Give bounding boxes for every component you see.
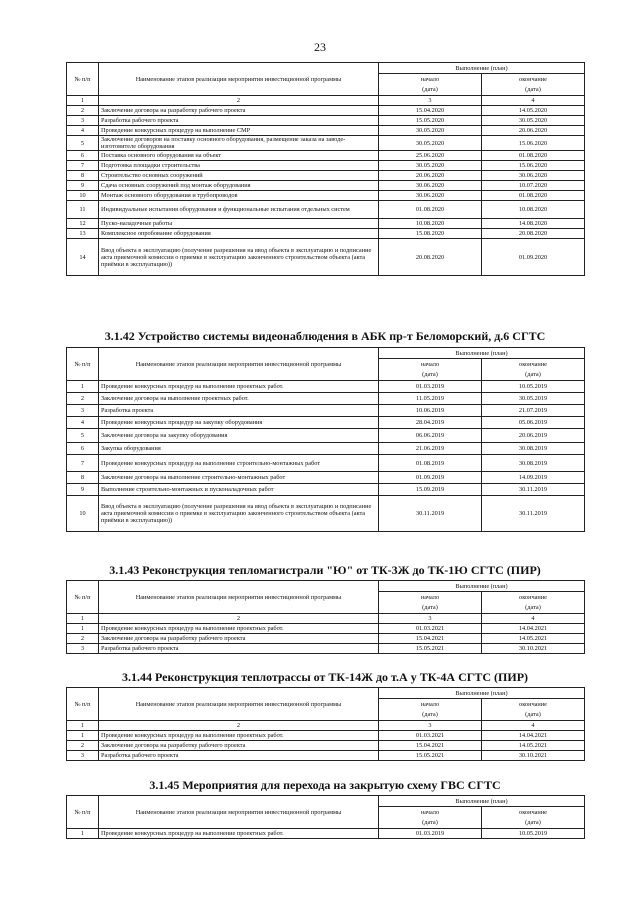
row-number: 2 [67, 393, 99, 405]
stage-name: Заключение договора на выполнение строительно-монтажных работ [99, 472, 379, 484]
row-number: 5 [67, 136, 99, 151]
row-number: 1 [67, 381, 99, 393]
row-number: 7 [67, 161, 99, 171]
header-row [67, 688, 585, 699]
stage-name: Проведение конкурсных процедур на выполнение проектных работ. [99, 624, 379, 634]
header-date: (дата) [379, 370, 482, 381]
column-index: 1 [67, 96, 99, 106]
stage-name: Ввод объекта в эксплуатацию (получение разрешения на ввод объекта в эксплуатацию и подписание акта приемочной комиссии о приемке в эксплуатацию законченного строительством объекта (акта приёмки в эксплуатацию)) [99, 496, 379, 532]
header-date: (дата) [379, 603, 482, 614]
end-date: 14.05.2021 [482, 741, 585, 751]
header-row [67, 63, 585, 74]
table-row [67, 741, 585, 751]
stage-name: Проведение конкурсных процедур на выполнение проектных работ. [99, 829, 379, 839]
header-num: № п/п [67, 688, 99, 721]
schedule-table [66, 795, 585, 839]
start-date: 30.05.2020 [379, 161, 482, 171]
header-exec: Выполнение (план) [379, 348, 585, 359]
row-number: 14 [67, 239, 99, 276]
section-3-1-45 [66, 778, 584, 839]
header-row [67, 348, 585, 359]
end-date: 01.08.2020 [482, 151, 585, 161]
end-date: 30.10.2021 [482, 751, 585, 761]
stage-name: Монтаж основного оборудования и трубопроводов [99, 191, 379, 201]
end-date: 14.05.2021 [482, 634, 585, 644]
table-row [67, 381, 585, 393]
header-date: (дата) [482, 370, 585, 381]
stage-name: Заключение договора на разработку рабочего проекта [99, 106, 379, 116]
row-number: 4 [67, 417, 99, 429]
start-date: 15.05.2021 [379, 644, 482, 654]
table-row [67, 126, 585, 136]
header-name: Наименование этапов реализации мероприятия инвестиционной программы [99, 581, 379, 614]
header-date: (дата) [482, 818, 585, 829]
row-number: 8 [67, 472, 99, 484]
table-row [67, 181, 585, 191]
row-number: 2 [67, 741, 99, 751]
start-date: 15.09.2019 [379, 484, 482, 496]
column-index-row [67, 721, 585, 731]
start-date: 30.05.2020 [379, 136, 482, 151]
end-date: 14.04.2021 [482, 624, 585, 634]
header-name: Наименование этапов реализации мероприятия инвестиционной программы [99, 688, 379, 721]
section-title: 3.1.42 Устройство системы видеонаблюдения в АБК пр-т Беломорский, д.6 СГТС [104, 329, 546, 343]
stage-name: Индивидуальные испытания оборудования и функциональные испытания отдельных систем [99, 201, 379, 219]
end-date: 20.06.2020 [482, 126, 585, 136]
header-start: начало [379, 359, 482, 370]
header-start: начало [379, 699, 482, 710]
table-row [67, 161, 585, 171]
row-number: 12 [67, 219, 99, 229]
stage-name: Заключение договора на разработку рабочего проекта [99, 634, 379, 644]
start-date: 20.06.2020 [379, 171, 482, 181]
header-date: (дата) [482, 603, 585, 614]
row-number: 5 [67, 429, 99, 443]
table-row [67, 417, 585, 429]
table-row [67, 472, 585, 484]
table-row [67, 455, 585, 472]
schedule-table [66, 687, 585, 761]
stage-name: Закупка оборудования [99, 443, 379, 455]
header-start: начало [379, 807, 482, 818]
header-num: № п/п [67, 581, 99, 614]
end-date: 01.08.2020 [482, 191, 585, 201]
table-block-continuation [66, 62, 584, 276]
start-date: 15.05.2021 [379, 751, 482, 761]
header-name: Наименование этапов реализации мероприятия инвестиционной программы [99, 63, 379, 96]
table-row [67, 171, 585, 181]
column-index: 3 [379, 721, 482, 731]
table-row [67, 136, 585, 151]
start-date: 30.05.2020 [379, 126, 482, 136]
column-index-row [67, 614, 585, 624]
stage-name: Сдача основных сооружений под монтаж оборудования [99, 181, 379, 191]
header-end: окончание [482, 592, 585, 603]
stage-name: Комплексное опробование оборудования [99, 229, 379, 239]
table-row [67, 106, 585, 116]
stage-name: Проведение конкурсных процедур на закупку оборудования [99, 417, 379, 429]
table-row [67, 496, 585, 532]
end-date: 01.09.2020 [482, 239, 585, 276]
section-title: 3.1.45 Мероприятия для перехода на закрытую схему ГВС СГТС [149, 778, 501, 792]
stage-name: Проведение конкурсных процедур на выполнение строительно-монтажных работ [99, 455, 379, 472]
start-date: 01.03.2021 [379, 731, 482, 741]
row-number: 9 [67, 484, 99, 496]
table-row [67, 829, 585, 839]
column-index: 2 [99, 721, 379, 731]
schedule-table [66, 347, 585, 532]
end-date: 30.08.2019 [482, 443, 585, 455]
table-row [67, 731, 585, 741]
table-row [67, 239, 585, 276]
stage-name: Поставка основного оборудования на объект [99, 151, 379, 161]
row-number: 6 [67, 443, 99, 455]
stage-name: Проведение конкурсных процедур на выполнение проектных работ. [99, 731, 379, 741]
row-number: 3 [67, 405, 99, 417]
start-date: 15.04.2020 [379, 106, 482, 116]
end-date: 10.05.2019 [482, 381, 585, 393]
end-date: 14.09.2019 [482, 472, 585, 484]
header-start: начало [379, 74, 482, 85]
start-date: 28.04.2019 [379, 417, 482, 429]
end-date: 15.06.2020 [482, 136, 585, 151]
end-date: 20.06.2019 [482, 429, 585, 443]
end-date: 05.06.2019 [482, 417, 585, 429]
end-date: 20.08.2020 [482, 229, 585, 239]
end-date: 10.05.2019 [482, 829, 585, 839]
start-date: 10.08.2020 [379, 219, 482, 229]
header-name: Наименование этапов реализации мероприятия инвестиционной программы [99, 348, 379, 381]
start-date: 01.03.2021 [379, 624, 482, 634]
header-date: (дата) [379, 818, 482, 829]
start-date: 20.08.2020 [379, 239, 482, 276]
end-date: 30.10.2021 [482, 644, 585, 654]
table-row [67, 151, 585, 161]
stage-name: Строительство основных сооружений [99, 171, 379, 181]
stage-name: Ввод объекта в эксплуатацию (получение разрешения на ввод объекта в эксплуатацию и подписание акта приемочной комиссии о приемке в эксплуатацию законченного строительством объекта (акта приёмки в эксплуатацию)) [99, 239, 379, 276]
end-date: 10.08.2020 [482, 201, 585, 219]
table-row [67, 393, 585, 405]
header-exec: Выполнение (план) [379, 581, 585, 592]
header-row [67, 796, 585, 807]
end-date: 30.05.2019 [482, 393, 585, 405]
header-name: Наименование этапов реализации мероприятия инвестиционной программы [99, 796, 379, 829]
start-date: 30.11.2019 [379, 496, 482, 532]
end-date: 30.05.2020 [482, 116, 585, 126]
header-row [67, 581, 585, 592]
header-num: № п/п [67, 796, 99, 829]
row-number: 11 [67, 201, 99, 219]
header-num: № п/п [67, 63, 99, 96]
header-end: окончание [482, 74, 585, 85]
column-index: 3 [379, 614, 482, 624]
header-end: окончание [482, 359, 585, 370]
row-number: 4 [67, 126, 99, 136]
end-date: 10.07.2020 [482, 181, 585, 191]
row-number: 3 [67, 644, 99, 654]
start-date: 01.08.2020 [379, 201, 482, 219]
column-index: 1 [67, 721, 99, 731]
start-date: 01.09.2019 [379, 472, 482, 484]
end-date: 30.06.2020 [482, 171, 585, 181]
header-end: окончание [482, 807, 585, 818]
header-exec: Выполнение (план) [379, 688, 585, 699]
section-3-1-42 [66, 329, 584, 532]
stage-name: Проведение конкурсных процедур на выполнение проектных работ. [99, 381, 379, 393]
table-row [67, 405, 585, 417]
table-row [67, 191, 585, 201]
stage-name: Заключение договоров на поставку основного оборудования, размещение заказа на заводе-изготовителе оборудования [99, 136, 379, 151]
stage-name: Разработка рабочего проекта [99, 644, 379, 654]
header-date: (дата) [379, 85, 482, 96]
stage-name: Проведение конкурсных процедур на выполнение СМР [99, 126, 379, 136]
schedule-table [66, 580, 585, 654]
table-row [67, 201, 585, 219]
stage-name: Заключение договора на выполнение проектных работ. [99, 393, 379, 405]
schedule-table [66, 62, 585, 276]
start-date: 15.04.2021 [379, 741, 482, 751]
stage-name: Пуско-наладочные работы [99, 219, 379, 229]
row-number: 7 [67, 455, 99, 472]
header-date: (дата) [482, 710, 585, 721]
column-index: 4 [482, 721, 585, 731]
row-number: 6 [67, 151, 99, 161]
start-date: 25.06.2020 [379, 151, 482, 161]
row-number: 1 [67, 829, 99, 839]
column-index: 1 [67, 614, 99, 624]
header-exec: Выполнение (план) [379, 63, 585, 74]
row-number: 2 [67, 634, 99, 644]
header-date: (дата) [482, 85, 585, 96]
end-date: 30.11.2019 [482, 484, 585, 496]
start-date: 15.05.2020 [379, 116, 482, 126]
table-row [67, 484, 585, 496]
end-date: 30.11.2019 [482, 496, 585, 532]
start-date: 30.06.2020 [379, 181, 482, 191]
header-num: № п/п [67, 348, 99, 381]
row-number: 2 [67, 106, 99, 116]
start-date: 15.04.2021 [379, 634, 482, 644]
start-date: 01.03.2019 [379, 381, 482, 393]
table-row [67, 429, 585, 443]
column-index: 2 [99, 96, 379, 106]
page-number: 23 [314, 40, 326, 54]
row-number: 10 [67, 496, 99, 532]
section-3-1-43 [66, 563, 584, 654]
header-exec: Выполнение (план) [379, 796, 585, 807]
header-end: окончание [482, 699, 585, 710]
section-3-1-44 [66, 670, 584, 761]
stage-name: Разработка рабочего проекта [99, 751, 379, 761]
stage-name: Разработка проекта [99, 405, 379, 417]
table-row [67, 219, 585, 229]
stage-name: Разработка рабочего проекта [99, 116, 379, 126]
row-number: 10 [67, 191, 99, 201]
stage-name: Подготовка площадки строительства [99, 161, 379, 171]
row-number: 3 [67, 751, 99, 761]
row-number: 1 [67, 624, 99, 634]
table-row [67, 644, 585, 654]
column-index-row [67, 96, 585, 106]
section-title: 3.1.44 Реконструкция теплотрассы от ТК-14Ж до т.А у ТК-4А СГТС (ПИР) [121, 670, 529, 684]
table-row [67, 116, 585, 126]
section-title: 3.1.43 Реконструкция тепломагистрали "Ю" от ТК-3Ж до ТК-1Ю СГТС (ПИР) [109, 563, 541, 577]
end-date: 14.04.2021 [482, 731, 585, 741]
start-date: 21.06.2019 [379, 443, 482, 455]
end-date: 14.08.2020 [482, 219, 585, 229]
table-row [67, 634, 585, 644]
start-date: 06.06.2019 [379, 429, 482, 443]
column-index: 2 [99, 614, 379, 624]
row-number: 1 [67, 731, 99, 741]
end-date: 21.07.2019 [482, 405, 585, 417]
table-row [67, 229, 585, 239]
column-index: 4 [482, 96, 585, 106]
stage-name: Выполнение строительно-монтажных и пусконаладочных работ [99, 484, 379, 496]
start-date: 10.06.2019 [379, 405, 482, 417]
header-start: начало [379, 592, 482, 603]
start-date: 30.06.2020 [379, 191, 482, 201]
table-row [67, 751, 585, 761]
stage-name: Заключение договора на разработку рабочего проекта [99, 741, 379, 751]
row-number: 9 [67, 181, 99, 191]
header-date: (дата) [379, 710, 482, 721]
start-date: 11.05.2019 [379, 393, 482, 405]
stage-name: Заключение договора на закупку оборудования [99, 429, 379, 443]
row-number: 3 [67, 116, 99, 126]
table-row [67, 624, 585, 634]
end-date: 30.08.2019 [482, 455, 585, 472]
row-number: 8 [67, 171, 99, 181]
start-date: 01.03.2019 [379, 829, 482, 839]
column-index: 4 [482, 614, 585, 624]
table-row [67, 443, 585, 455]
start-date: 01.08.2019 [379, 455, 482, 472]
end-date: 15.06.2020 [482, 161, 585, 171]
column-index: 3 [379, 96, 482, 106]
start-date: 15.08.2020 [379, 229, 482, 239]
row-number: 13 [67, 229, 99, 239]
end-date: 14.05.2020 [482, 106, 585, 116]
